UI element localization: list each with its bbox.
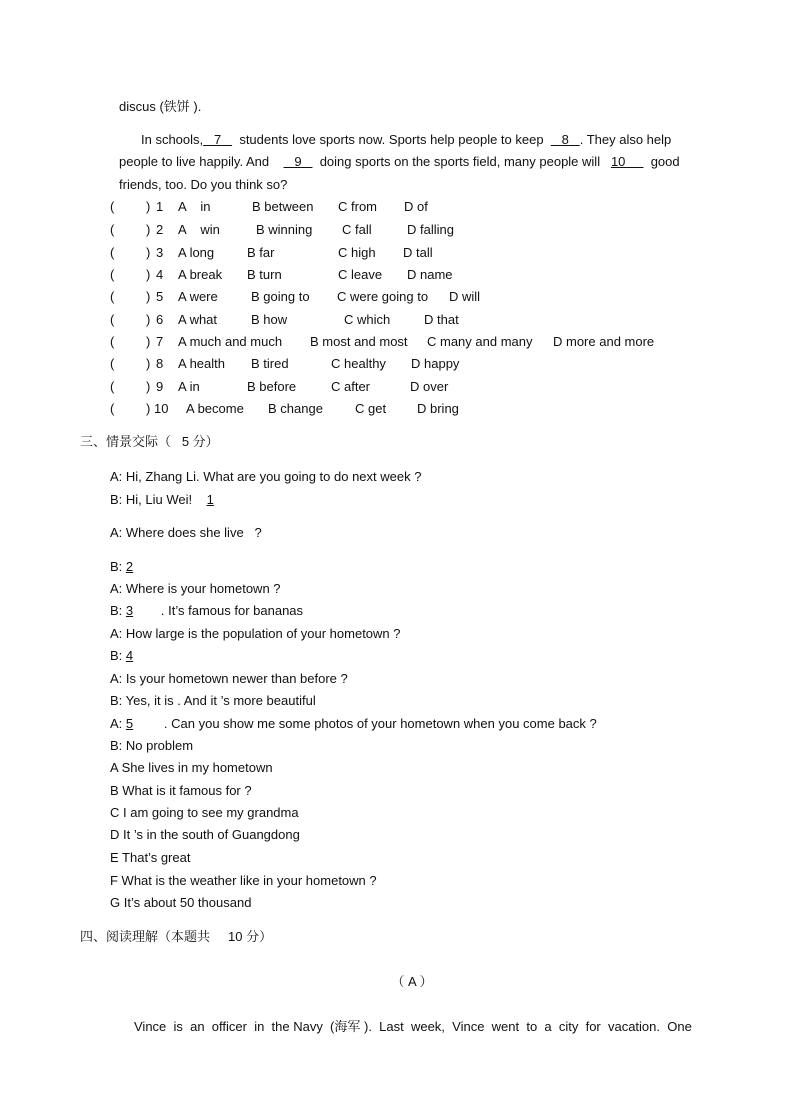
answer-blank[interactable]: 2 [125,559,134,574]
option-b: B tired [251,356,289,371]
blank-number: 8 [561,132,569,147]
option-c: C after [331,379,371,394]
part-label: （ A ） [391,974,433,989]
passage-text: people to live happily. And [119,154,270,169]
dialogue-line [110,492,260,508]
option-c: C healthy [331,356,386,371]
answer-option: C I am going to see my grandma [110,805,299,820]
dialogue-line [110,469,421,485]
dialogue-text: B: [110,648,126,663]
passage-text: students love sports now. Sports help people to keep [239,132,544,147]
option-b: B turn [247,267,282,282]
answer-blank[interactable]: 5 [125,716,134,731]
passage-line [141,132,671,148]
dialogue-line [110,525,262,541]
option-a: A win [178,222,220,237]
option-b: B going to [251,289,310,304]
dialogue-text: A: How large is the population of your hometown ? [110,626,401,641]
answer-bracket-close: ) [146,334,151,349]
dialogue-text: B: No problem [110,738,194,753]
answer-option: B What is it famous for ? [110,783,252,798]
question-number: 9 [156,379,164,394]
dialogue-text: A: Where does she live ? [110,525,262,540]
question-number: 5 [156,289,164,304]
passage-text: doing sports on the sports field, many people will [319,154,601,169]
dialogue-text: A: Where is your hometown ? [110,581,281,596]
answer-bracket-close: ) [146,222,151,237]
passage-text: good [650,154,680,169]
passage-line: discus (铁饼 ). [119,99,202,114]
dialogue-text: A: Is your hometown newer than before ? [110,671,348,686]
blank-10 [611,154,644,169]
answer-bracket-open[interactable]: ( [110,199,115,214]
dialogue-line [110,603,303,619]
blank-7 [203,132,232,147]
dialogue-line [110,559,173,575]
dialogue-line [110,648,164,664]
dialogue-text: . It’s famous for bananas [160,603,304,618]
option-b: B between [252,199,314,214]
option-c: C from [338,199,377,214]
section-title: 四、阅读理解（本题共 10 分） [80,929,273,944]
option-d: D bring [417,401,459,416]
option-a: A long [178,245,215,260]
dialogue-line [110,716,597,732]
answer-option: E That’s great [110,850,191,865]
dialogue-text: A: [110,716,126,731]
answer-option: A She lives in my hometown [110,760,273,775]
passage-line: Vince is an officer in the Navy (海军 ). Last week, Vince went to a city for vacation. One [134,1019,692,1034]
question-number: 6 [156,312,164,327]
option-d: D will [449,289,481,304]
answer-bracket-close: ) [146,289,151,304]
option-d: D that [424,312,459,327]
dialogue-line [110,738,193,754]
answer-blank[interactable]: 1 [206,492,214,507]
option-a: A become [186,401,244,416]
blank-number: 9 [294,154,302,169]
blank-number: 7 [214,132,222,147]
passage-text: . They also help [579,132,672,147]
option-a: A in [178,379,200,394]
dialogue-text: . Can you show me some photos of your hometown when you come back ? [163,716,597,731]
option-c: C which [344,312,391,327]
dialogue-line [110,693,316,709]
answer-blank[interactable]: 3 [125,603,134,618]
answer-bracket-open[interactable]: ( [110,267,115,282]
option-c: C fall [342,222,372,237]
dialogue-text: A: Hi, Zhang Li. What are you going to do next week ? [110,469,422,484]
option-d: D more and more [553,334,655,349]
option-d: D of [404,199,428,214]
option-b: B far [247,245,275,260]
question-number: 8 [156,356,164,371]
option-a: A in [178,199,211,214]
option-c: C high [338,245,376,260]
question-number: 2 [156,222,164,237]
option-a: A were [178,289,218,304]
answer-bracket-open[interactable]: ( [110,245,115,260]
option-c: C were going to [337,289,429,304]
question-number: 4 [156,267,164,282]
answer-bracket-open[interactable]: ( [110,379,115,394]
option-b: B change [268,401,323,416]
answer-bracket-close: ) [146,267,151,282]
answer-bracket-open[interactable]: ( [110,334,115,349]
dialogue-text: B: [110,603,126,618]
option-b: B before [247,379,297,394]
question-number: 3 [156,245,164,260]
answer-bracket-close: ) [146,401,151,416]
answer-option: D It ’s in the south of Guangdong [110,827,300,842]
blank-9 [284,154,313,169]
answer-option: F What is the weather like in your hometown ? [110,873,377,888]
option-b: B winning [256,222,313,237]
option-b: B most and most [310,334,408,349]
answer-bracket-close: ) [146,379,151,394]
option-a: A what [178,312,218,327]
section-title: 三、情景交际（ 5 分） [80,434,219,449]
dialogue-line [110,626,401,642]
question-number: 1 [156,199,164,214]
answer-blank[interactable]: 4 [125,648,134,663]
answer-bracket-open[interactable]: ( [110,401,115,416]
option-d: D falling [407,222,454,237]
option-b: B how [251,312,288,327]
answer-option: G It’s about 50 thousand [110,895,252,910]
blank-8 [551,132,580,147]
answer-bracket-open[interactable]: ( [110,222,115,237]
answer-bracket-close: ) [146,199,151,214]
dialogue-text: B: [110,559,126,574]
option-d: D name [407,267,453,282]
option-a: A much and much [178,334,283,349]
answer-bracket-close: ) [146,245,151,260]
passage-line [119,154,680,170]
blank-number: 10 [610,154,626,169]
passage-line: friends, too. Do you think so? [119,177,288,192]
dialogue-line [110,581,281,597]
dialogue-text: B: Hi, Liu Wei! [110,492,207,507]
answer-bracket-open[interactable]: ( [110,312,115,327]
answer-bracket-open[interactable]: ( [110,356,115,371]
option-d: D happy [411,356,460,371]
option-c: C get [355,401,387,416]
option-d: D tall [403,245,433,260]
dialogue-line [110,671,348,687]
question-number: 7 [156,334,164,349]
answer-bracket-close: ) [146,312,151,327]
option-c: C leave [338,267,383,282]
option-a: A health [178,356,225,371]
dialogue-text: B: Yes, it is . And it ’s more beautiful [110,693,316,708]
answer-bracket-open[interactable]: ( [110,289,115,304]
option-a: A break [178,267,223,282]
option-c: C many and many [427,334,533,349]
answer-bracket-close: ) [146,356,151,371]
option-d: D over [410,379,449,394]
passage-text: In schools, [141,132,204,147]
question-number: 10 [154,401,169,416]
